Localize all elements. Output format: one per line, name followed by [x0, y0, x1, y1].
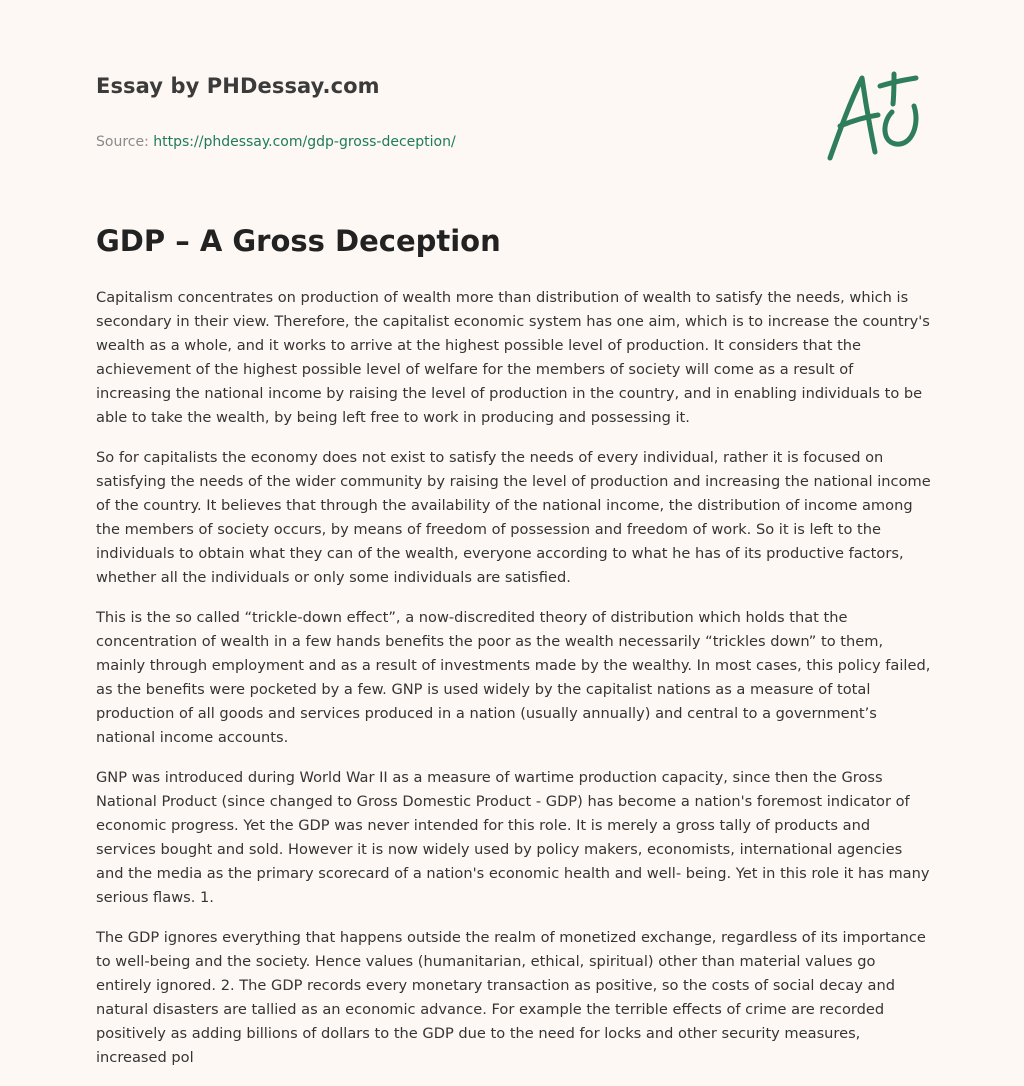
page-header [96, 74, 796, 150]
article-body [96, 286, 932, 1086]
article-paragraph: Capitalism concentrates on production of wealth more than distribution of wealth to satisfy the needs, which is secondary in their view. Therefore, the capitalist economic system has one aim, which is to increase the country's wealth as a whole, and it works to arrive at the highest possible level of production. It considers that the achievement of the highest possible level of welfare for the members of society will come as a result of increasing the national income by raising the level of production in the country, and in enabling individuals to be able to take the wealth, by being left free to work in producing and possessing it. [96, 289, 930, 426]
article-paragraph: GNP was introduced during World War II as a measure of wartime production capacity, since then the Gross National Product (since changed to Gross Domestic Product - GDP) has become a nation's foremost indicator of economic progress. Yet the GDP was never intended for this role. It is merely a gross tally of products and services bought and sold. However it is now widely used by policy makers, economists, international agencies and the media as the primary scorecard of a nation's economic health and well- being. Yet in this role it has many serious flaws. 1. [96, 769, 930, 906]
article-title: GDP – A Gross Deception [96, 224, 501, 258]
source-label: Source: [96, 134, 149, 150]
a-plus-logo-icon [820, 66, 930, 166]
article-paragraph: This is the so called “trickle-down effect”, a now-discredited theory of distribution which holds that the concentration of wealth in a few hands benefits the poor as the wealth necessarily “trickles down” to them, mainly through employment and as a result of investments made by the wealthy. In most cases, this policy failed, as the benefits were pocketed by a few. GNP is used widely by the capitalist nations as a measure of total production of all goods and services produced in a nation (usually annually) and central to a government’s national income accounts. [96, 609, 931, 746]
site-title: Essay by PHDessay.com [96, 74, 380, 98]
source-link[interactable]: https://phdessay.com/gdp-gross-deception/ [153, 134, 456, 150]
source-line [96, 134, 796, 150]
article-paragraph: The GDP ignores everything that happens outside the realm of monetized exchange, regardless of its importance to well-being and the society. Hence values (humanitarian, ethical, spiritual) other than material values go entirely ignored. 2. The GDP records every monetary transaction as positive, so the costs of social decay and natural disasters are tallied as an economic advance. For example the terrible effects of crime are recorded positively as adding billions of dollars to the GDP due to the need for locks and other security measures, increased pol [96, 929, 926, 1066]
article-paragraph: So for capitalists the economy does not exist to satisfy the needs of every individual, rather it is focused on satisfying the needs of the wider community by raising the level of production and increasing the national income of the country. It believes that through the availability of the national income, the distribution of income among the members of society occurs, by means of freedom of possession and freedom of work. So it is left to the individuals to obtain what they can of the wealth, everyone according to what he has of its productive factors, whether all the individuals or only some individuals are satisfied. [96, 449, 931, 586]
